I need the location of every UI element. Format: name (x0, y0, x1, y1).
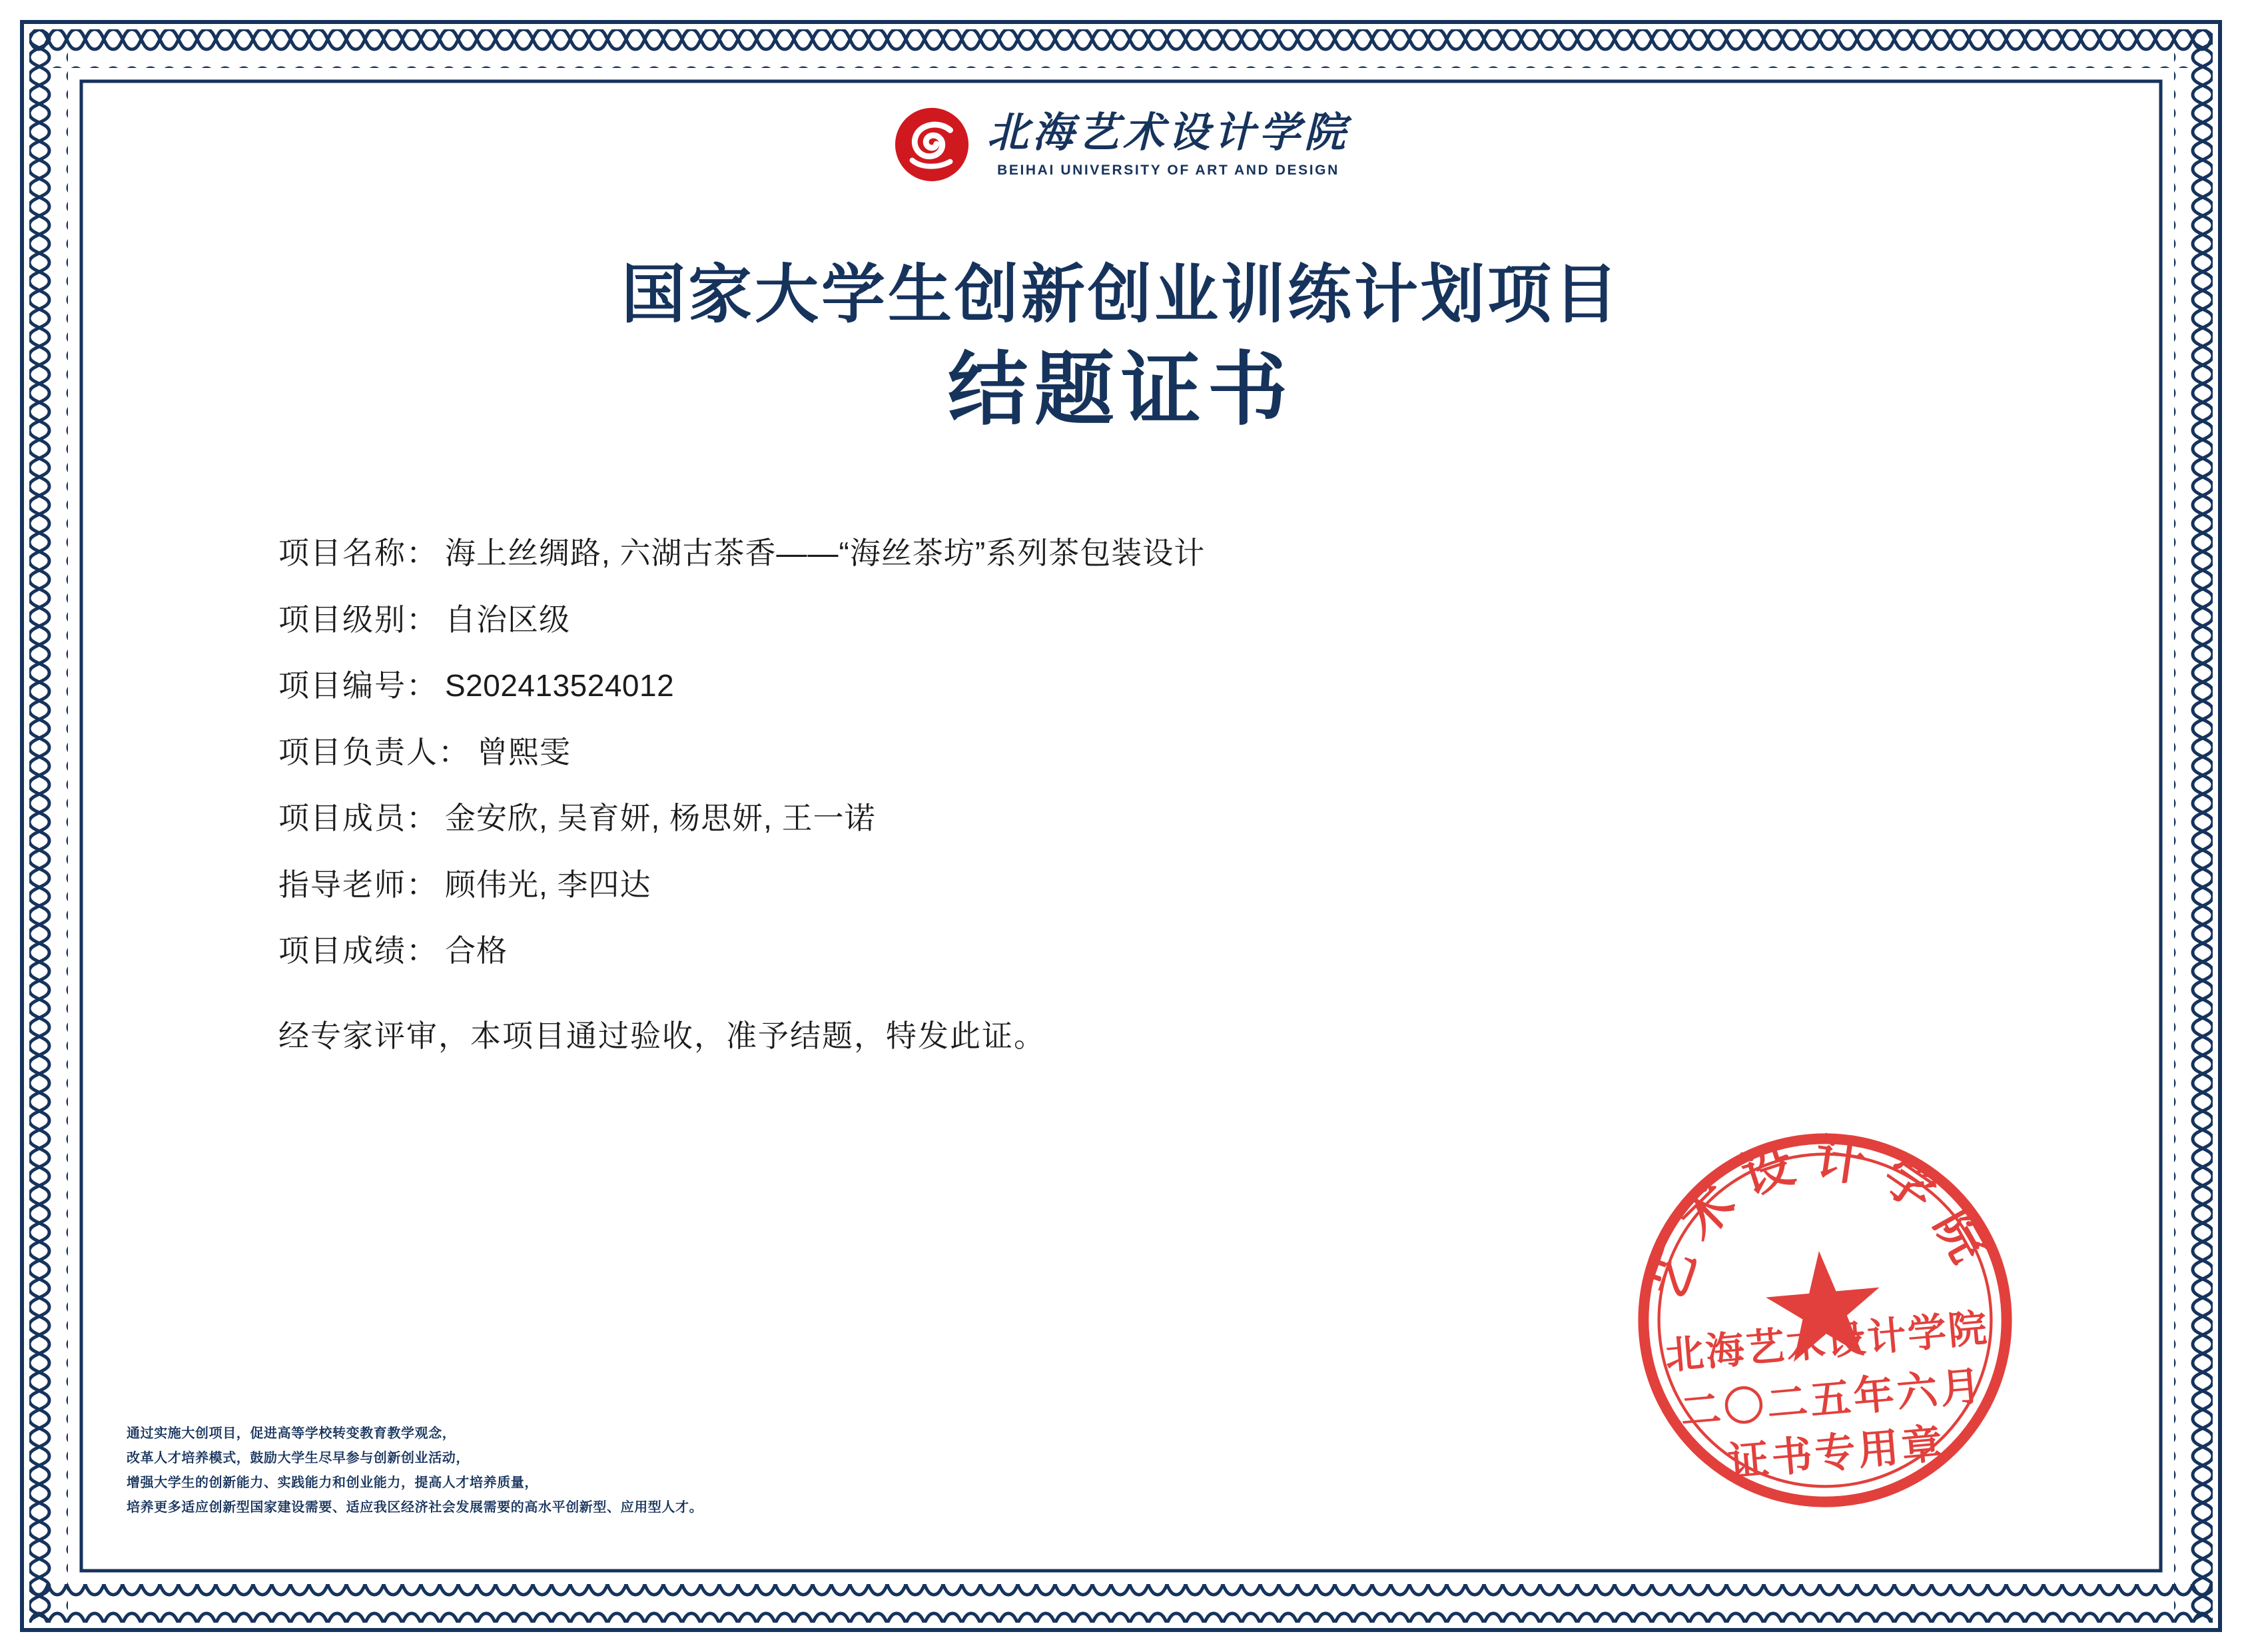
footnote-block (127, 1422, 703, 1520)
institution-name-cn: 北海艺术设计学院 (986, 110, 1349, 156)
seal-line-3: 证书专用章 (1726, 1422, 1947, 1485)
institution-logo-block (100, 105, 2142, 184)
institution-name-en: BEIHAI UNIVERSITY OF ART AND DESIGN (997, 162, 1339, 178)
footnote-line: 改革人才培养模式，鼓励大学生尽早参与创新创业活动， (127, 1451, 470, 1465)
field-row (278, 866, 2142, 905)
field-label-advisors: 指导老师： (278, 867, 438, 902)
field-row (278, 667, 2142, 705)
field-value-project-name: 海上丝绸路, 六湖古茶香——“海丝茶坊”系列茶包装设计 (445, 536, 1206, 571)
field-row (278, 932, 2142, 971)
certificate-content (100, 80, 2142, 1559)
field-row (278, 799, 2142, 838)
field-row (278, 733, 2142, 772)
field-label-project-members: 项目成员： (278, 801, 438, 836)
field-label-project-level: 项目级别： (278, 602, 438, 637)
official-seal (1616, 1111, 2034, 1529)
field-row (278, 534, 2142, 573)
field-value-advisors: 顾伟光, 李四达 (445, 867, 651, 902)
field-label-project-leader: 项目负责人： (278, 734, 470, 769)
field-label-project-number: 项目编号： (278, 668, 438, 703)
footnote-line: 增强大学生的创新能力、实践能力和创业能力，提高人才培养质量， (127, 1475, 538, 1490)
field-list (100, 534, 2142, 1056)
field-label-grade: 项目成绩： (278, 933, 438, 969)
certificate-statement: 经专家评审，本项目通过验收，准予结题，特发此证。 (278, 1018, 1046, 1053)
field-value-project-level: 自治区级 (445, 602, 570, 637)
seal-line-1: 北海艺术设计学院 (1663, 1306, 1991, 1378)
field-value-project-number: S202413524012 (445, 668, 675, 703)
footnote-line: 培养更多适应创新型国家建设需要、适应我区经济社会发展需要的高水平创新型、应用型人才。 (127, 1500, 703, 1515)
field-value-project-members: 金安欣, 吴育妍, 杨思妍, 王一诺 (445, 801, 876, 836)
certificate-title-line1: 国家大学生创新创业训练计划项目 (621, 259, 1621, 330)
field-value-project-leader: 曾熙雯 (477, 734, 571, 769)
field-label-project-name: 项目名称： (278, 536, 438, 571)
seal-line-2: 二〇二五年六月 (1679, 1364, 1986, 1436)
field-row (278, 601, 2142, 639)
field-value-grade: 合格 (445, 933, 508, 969)
seal-arc-text: 艺术设计学院 (1637, 1130, 2005, 1308)
certificate-title-line2: 结题证书 (948, 346, 1294, 435)
spiral-wave-logo-icon (893, 105, 971, 184)
footnote-line: 通过实施大创项目，促进高等学校转变教育教学观念， (127, 1426, 456, 1441)
